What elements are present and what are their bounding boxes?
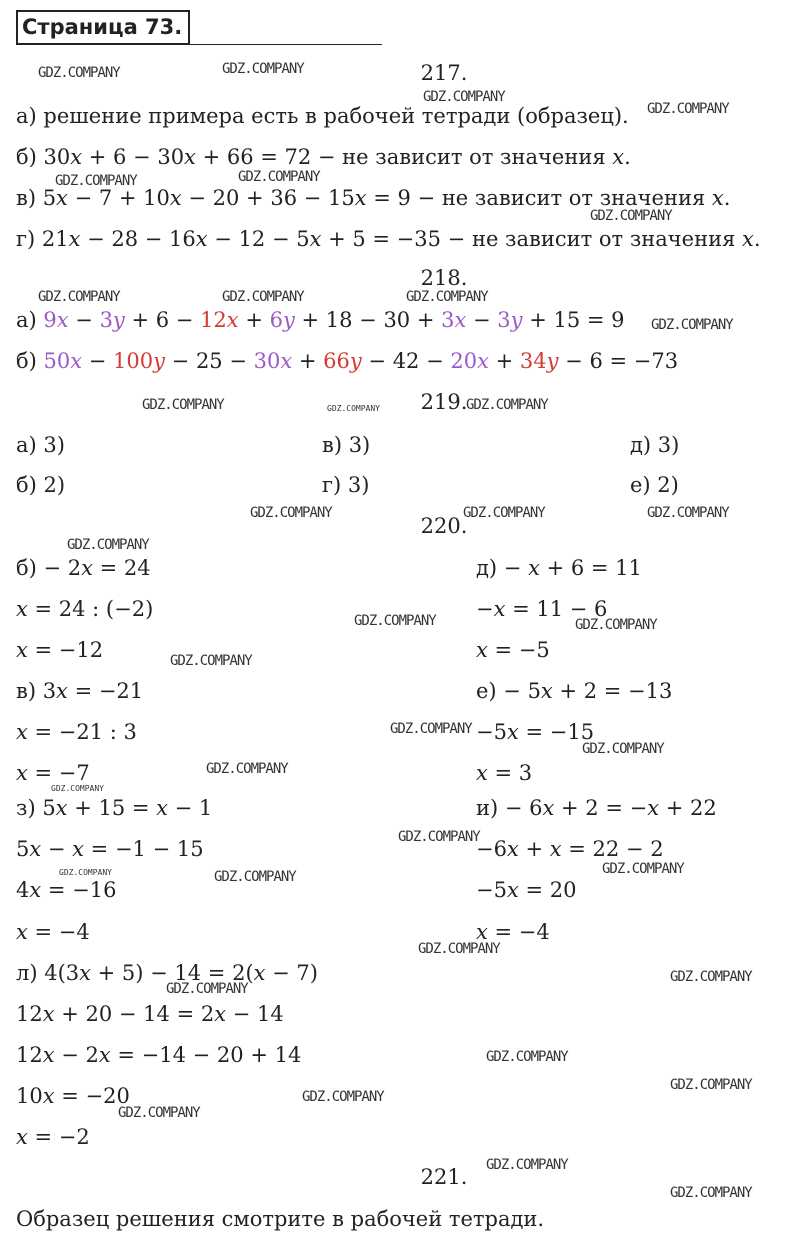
task-219-answer-g: г) 3) <box>322 473 370 497</box>
task-220-right-line: д) − 𝑥 + 6 = 11 <box>476 556 642 580</box>
task-220-left-line: в) 3𝑥 = −21 <box>16 679 144 703</box>
task-number-220: 220. <box>420 514 468 538</box>
text-part: − 25 − <box>165 349 254 373</box>
task-220-left-line: 𝑥 = −2 <box>16 1125 90 1149</box>
task-220-left-line: 𝑥 = −12 <box>16 638 104 662</box>
watermark: GDZ.COMPANY <box>590 208 672 224</box>
watermark: GDZ.COMPANY <box>302 1089 384 1105</box>
task-220-right-line: −5𝑥 = −15 <box>476 720 595 744</box>
watermark: GDZ.COMPANY <box>354 613 436 629</box>
text-part: + <box>238 308 270 332</box>
watermark: GDZ.COMPANY <box>575 617 657 633</box>
watermark: GDZ.COMPANY <box>486 1049 568 1065</box>
task-220-left-line: 𝑥 = −4 <box>16 920 90 944</box>
colored-term: 3𝑦 <box>497 308 523 332</box>
task-220-right-line: 𝑥 = −5 <box>476 638 550 662</box>
task-220-left-line: 12𝑥 − 2𝑥 = −14 − 20 + 14 <box>16 1043 302 1067</box>
text-part: б) 30𝑥 + 6 − 30𝑥 + 66 = 72 − не зависит от значения 𝑥. <box>16 145 631 169</box>
text-part: г) 21𝑥 − 28 − 16𝑥 − 12 − 5𝑥 + 5 = −35 − не зависит от значения 𝑥. <box>16 227 761 251</box>
watermark: GDZ.COMPANY <box>206 761 288 777</box>
text-part: в) 5𝑥 − 7 + 10𝑥 − 20 + 36 − 15𝑥 = 9 − не зависит от значения 𝑥. <box>16 186 731 210</box>
text-part: б) <box>16 349 44 373</box>
watermark: GDZ.COMPANY <box>38 289 120 305</box>
task-217-line-a <box>16 103 629 129</box>
colored-term: 6𝑦 <box>269 308 295 332</box>
watermark: GDZ.COMPANY <box>214 869 296 885</box>
watermark: GDZ.COMPANY <box>582 741 664 757</box>
watermark: GDZ.COMPANY <box>670 969 752 985</box>
watermark: GDZ.COMPANY <box>463 505 545 521</box>
task-219-answer-d: д) 3) <box>630 433 680 457</box>
text-part: а) решение примера есть в рабочей тетради (образец). <box>16 104 629 128</box>
task-number-221: 221. <box>420 1165 468 1189</box>
watermark: GDZ.COMPANY <box>602 861 684 877</box>
task-number-219: 219. <box>420 390 468 414</box>
text-part: − 6 = −73 <box>558 349 679 373</box>
watermark: GDZ.COMPANY <box>222 289 304 305</box>
task-220-left-line: 𝑥 = 24 : (−2) <box>16 597 154 621</box>
watermark: GDZ.COMPANY <box>67 537 149 553</box>
watermark: GDZ.COMPANY <box>423 89 505 105</box>
task-220-right-line: 𝑥 = 3 <box>476 761 533 785</box>
text-part: − <box>82 349 114 373</box>
task-220-left-line: 4𝑥 = −16 <box>16 878 117 902</box>
task-220-left-line: 12𝑥 + 20 − 14 = 2𝑥 − 14 <box>16 1002 284 1026</box>
text-part: + 6 − <box>124 308 201 332</box>
watermark: GDZ.COMPANY <box>170 653 252 669</box>
task-220-left-line: 𝑥 = −7 <box>16 761 90 785</box>
colored-term: 9𝑥 <box>43 308 69 332</box>
task-220-left-line: л) 4(3𝑥 + 5) − 14 = 2(𝑥 − 7) <box>16 961 318 985</box>
task-219-answer-e: е) 2) <box>630 473 679 497</box>
watermark: GDZ.COMPANY <box>55 173 137 189</box>
colored-term: 12𝑥 <box>200 308 239 332</box>
task-220-right-line: е) − 5𝑥 + 2 = −13 <box>476 679 673 703</box>
watermark: GDZ.COMPANY <box>466 397 548 413</box>
text-part: Образец решения смотрите в рабочей тетради. <box>16 1207 545 1231</box>
task-220-left-line: б) − 2𝑥 = 24 <box>16 556 151 580</box>
task-218-line-a <box>16 307 625 333</box>
text-part: − <box>68 308 100 332</box>
task-221-line <box>16 1206 544 1232</box>
watermark: GDZ.COMPANY <box>398 829 480 845</box>
page-title: Страница 73. <box>16 10 190 45</box>
task-220-right-line: −6𝑥 + 𝑥 = 22 − 2 <box>476 837 664 861</box>
watermark: GDZ.COMPANY <box>118 1105 200 1121</box>
watermark: GDZ.COMPANY <box>670 1185 752 1201</box>
task-219-answer-a: а) 3) <box>16 433 65 457</box>
watermark: GDZ.COMPANY <box>51 784 104 793</box>
watermark: GDZ.COMPANY <box>222 61 304 77</box>
task-217-line-b <box>16 144 631 170</box>
watermark: GDZ.COMPANY <box>651 317 733 333</box>
colored-term: 66𝑦 <box>323 349 362 373</box>
task-220-left-line: з) 5𝑥 + 15 = 𝑥 − 1 <box>16 796 213 820</box>
task-220-left-line: 5𝑥 − 𝑥 = −1 − 15 <box>16 837 204 861</box>
watermark: GDZ.COMPANY <box>418 941 500 957</box>
text-part: а) <box>16 308 44 332</box>
colored-term: 100𝑦 <box>113 349 165 373</box>
watermark: GDZ.COMPANY <box>250 505 332 521</box>
watermark: GDZ.COMPANY <box>59 868 112 877</box>
colored-term: 50𝑥 <box>43 349 83 373</box>
watermark: GDZ.COMPANY <box>327 404 380 413</box>
watermark: GDZ.COMPANY <box>647 101 729 117</box>
text-part: + 18 − 30 + <box>294 308 442 332</box>
task-220-left-line: 10𝑥 = −20 <box>16 1084 130 1108</box>
header-divider <box>176 44 382 45</box>
watermark: GDZ.COMPANY <box>238 169 320 185</box>
watermark: GDZ.COMPANY <box>166 981 248 997</box>
watermark: GDZ.COMPANY <box>390 721 472 737</box>
task-number-218: 218. <box>420 266 468 290</box>
text-part: + <box>292 349 324 373</box>
task-218-line-b <box>16 348 678 374</box>
task-217-line-g <box>16 226 761 252</box>
watermark: GDZ.COMPANY <box>38 65 120 81</box>
task-220-right-line: и) − 6𝑥 + 2 = −𝑥 + 22 <box>476 796 717 820</box>
text-part: − 42 − <box>361 349 451 373</box>
text-part: + 15 = 9 <box>522 308 625 332</box>
task-220-right-line: −5𝑥 = 20 <box>476 878 577 902</box>
task-number-217: 217. <box>420 61 468 85</box>
colored-term: 3𝑦 <box>99 308 125 332</box>
task-220-right-line: −𝑥 = 11 − 6 <box>476 597 608 621</box>
watermark: GDZ.COMPANY <box>647 505 729 521</box>
colored-term: 30𝑥 <box>253 349 293 373</box>
text-part: + <box>488 349 520 373</box>
task-220-right-line: 𝑥 = −4 <box>476 920 550 944</box>
task-219-answer-b: б) 2) <box>16 473 66 497</box>
colored-term: 34𝑦 <box>519 349 559 373</box>
watermark: GDZ.COMPANY <box>406 289 488 305</box>
text-part: − <box>466 308 498 332</box>
colored-term: 20𝑥 <box>450 349 489 373</box>
watermark: GDZ.COMPANY <box>670 1077 752 1093</box>
task-220-left-line: 𝑥 = −21 : 3 <box>16 720 137 744</box>
task-219-answer-v: в) 3) <box>322 433 371 457</box>
watermark: GDZ.COMPANY <box>142 397 224 413</box>
colored-term: 3𝑥 <box>441 308 467 332</box>
watermark: GDZ.COMPANY <box>486 1157 568 1173</box>
